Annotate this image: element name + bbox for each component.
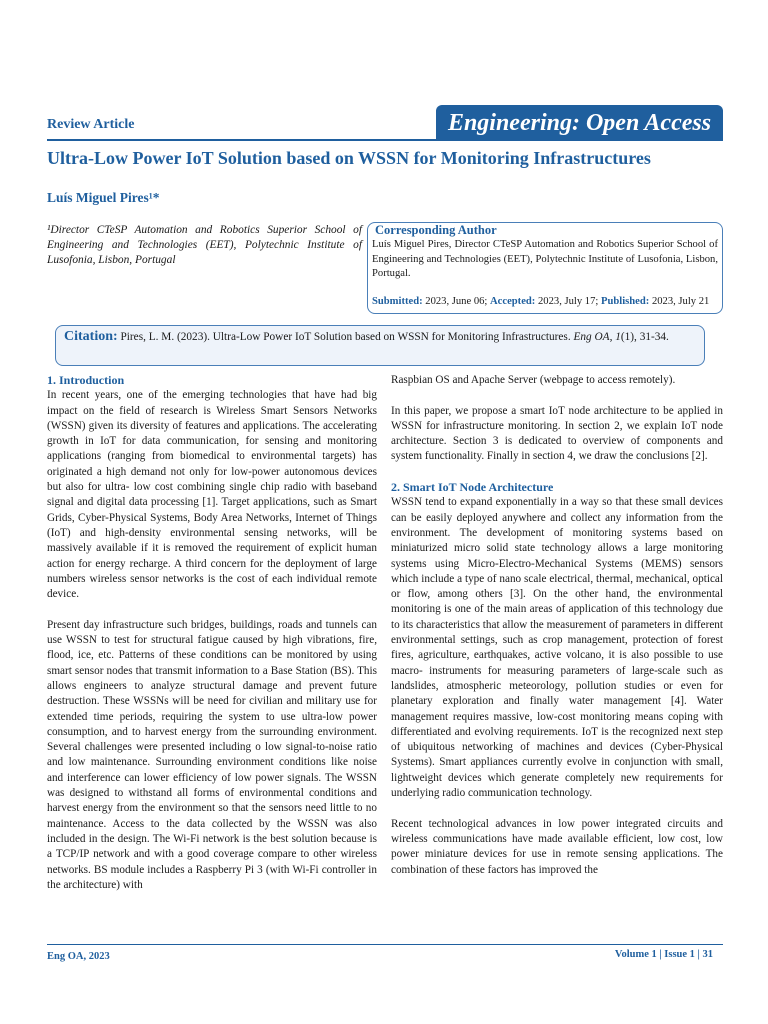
introduction-paragraph-1: In recent years, one of the emerging technologies that have had big impact on the field of research is Wireless Smart Sensors Networks (WSSN) given its diversity of features and applications. The accelerating growth in IoT for data communication, for sensing and monitoring applications (ranging from biomedical to environmental targets) has originated a high demand not only for low-power autonomous devices but also for ultra- low cost combining single chip radio with baseband signal and digital data processing [1]. Target applications, such as Smart Grids, Cyber-Physical Systems, Body Area Networks, Internet of Things (IoT) and high-density environmental sensing networks, will be massively available if it is removed the requirement of explicit human action for energy recharge. A third concern for the deployment of large numbers wireless sensor networks is the cost of each individual remote device.	[47, 389, 377, 601]
journal-banner: Engineering: Open Access	[436, 105, 723, 141]
section-2-heading: 2. Smart IoT Node Architecture	[391, 480, 554, 495]
introduction-heading: 1. Introduction	[47, 373, 125, 387]
footer-page-info: Volume 1 | Issue 1 | 31	[614, 949, 713, 960]
header-rule	[47, 139, 723, 141]
submitted-label: Submitted:	[372, 296, 423, 307]
left-column	[47, 373, 377, 893]
footer-rule	[47, 944, 723, 945]
section-2-paragraph-1: WSSN tend to expand exponentially in a way so that these small devices can be easily deployed anywhere and collect any information from the environment. The development of monitoring systems based on miniaturized micro solid state technology allows a large monitoring systems using Micro-Electro-Mechanical Systems (MEMS) sensors which include a type of nano scale electrical, thermal, mechanical, optical or flow, among others [3]. On the other hand, the environmental monitoring is one of the main areas of application of this technology due to its characteristics that allow the measurement of parameters in different environmental settings, such as crop management, protection of forest fires, agriculture, earthquakes, active volcano, it is also possible to use macro- instruments for measuring parameters of large-scale such as landslides, atmospheric meteorology, pollution studies or even for planetary exploration and finally water management [4]. Water management requires massive, low-cost monitoring means coping with differentiated and evolving requirements. IoT is the recognized next step of ubiquitous networking of machines and devices (Cyber-Physical Systems). Smart appliances currently evolve in conjunction with small, lightweight devices which generate completely new requirements for underlying radio communication technology.	[391, 496, 723, 800]
submitted-date: 2023, June 06;	[425, 296, 488, 307]
citation-text: Pires, L. M. (2023). Ultra-Low Power IoT Solution based on WSSN for Monitoring Infrastructures.	[120, 331, 571, 343]
introduction-paragraph-2-continued: Raspbian OS and Apache Server (webpage to access remotely).	[391, 374, 676, 386]
article-type-label: Review Article	[47, 117, 135, 132]
author-name: Luís Miguel Pires¹*	[47, 190, 160, 205]
footer-journal: Eng OA, 2023	[47, 951, 110, 962]
accepted-label: Accepted:	[490, 296, 536, 307]
citation-journal: Eng OA, 1	[573, 331, 621, 343]
paper-title: Ultra-Low Power IoT Solution based on WSSN for Monitoring Infrastructures	[47, 148, 651, 168]
section-2-paragraph-2: Recent technological advances in low power integrated circuits and wireless communications have made available efficient, low cost, low power miniature devices for use in remote sensing applications. The combination of these factors has improved the	[391, 817, 723, 876]
citation-label: Citation:	[64, 329, 118, 344]
introduction-paragraph-3: In this paper, we propose a smart IoT node architecture to be applied in WSSN for infrastructure monitoring. In section 2, we explain IoT node architecture. Section 3 is dedicated to overview of components and system functionality. Finally in section 4, we draw the conclusions [2].	[391, 404, 723, 463]
corresponding-author-heading: Corresponding Author	[375, 223, 497, 237]
published-date: 2023, July 21	[651, 296, 710, 307]
corresponding-author-text: Luís Miguel Pires, Director CTeSP Automation and Robotics Superior School of Engineering and Technologies (EET), Polytechnic Institute of Lusofonia, Lisbon, Portugal.	[372, 239, 718, 279]
citation-rest: (1), 31-34.	[620, 331, 669, 343]
introduction-paragraph-2: Present day infrastructure such bridges, buildings, roads and tunnels can use WSSN to test for structural fatigue caused by high vibrations, fire, flood, ice, etc. Patterns of these conditions can be monitored by using smart sensor nodes that transmit information to a Base Station (BS). This allows engineers to analyze structural damage and prevent future destruction. These WSSNs will be need for civilian and military use for extended time periods, requiring the system to use ultra-low power consumption, and to harvest energy from the surrounding environment. Several challenges were presented including o low signal-to-noise ratio and low maintenance. Surrounding environment conditions like noise and interference can lower efficiency of low power signals. The WSSN was designed to withstand all forms of environmental conditions and harvest energy from the environment so that the sensors need little to no maintenance. Access to the data collected by the WSSN was also included in the design. The Wi-Fi network is the best solution because is a TCP/IP network and with a good coverage compare to other wireless networks. BS module includes a Raspberry Pi 3 (with Wi-Fi controller in the architecture) with	[47, 618, 377, 891]
right-column	[391, 373, 723, 878]
citation-box	[55, 325, 705, 366]
publication-dates	[372, 296, 709, 307]
published-label: Published:	[601, 296, 650, 307]
affiliation: ¹Director CTeSP Automation and Robotics Superior School of Engineering and Technologies (EET), Polytechnic Institute of Lusofonia, Lisbon, Portugal	[47, 224, 362, 266]
accepted-date: 2023, July 17;	[538, 296, 599, 307]
corresponding-author-box	[367, 222, 723, 314]
